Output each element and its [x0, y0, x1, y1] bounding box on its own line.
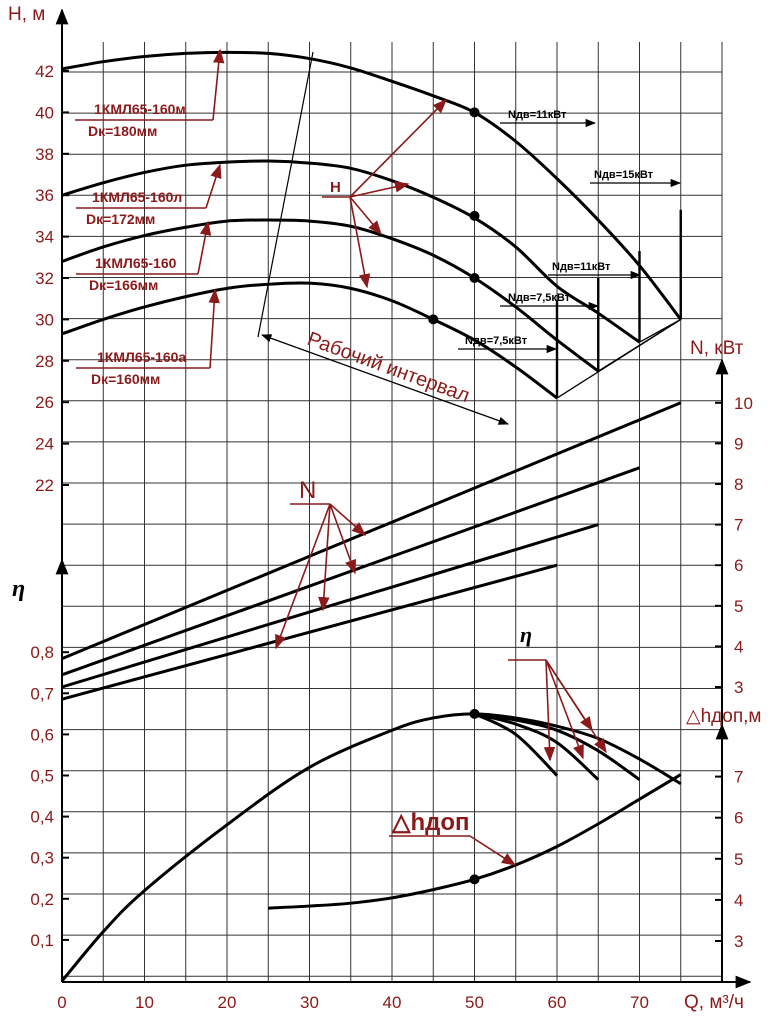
npsh-axis-ticks: [715, 768, 743, 951]
operating-point-3: [428, 314, 438, 324]
eta-tick-label: 0,6: [30, 725, 54, 745]
npsh-tick-label: 5: [734, 849, 744, 869]
power-tick-label: 8: [734, 475, 744, 494]
eta-tick-label: 0,2: [30, 889, 54, 909]
npsh-marker: [389, 809, 515, 865]
q-axis-ticks: [57, 993, 649, 1012]
head-tick-label: 28: [35, 351, 54, 371]
power-tick-label: 6: [734, 556, 744, 576]
head-series-name-1: 1КМЛ65-160л: [92, 189, 183, 205]
head-tick-label: 32: [35, 269, 54, 288]
operating-point-2: [470, 273, 480, 283]
head-series-diameter-0: Dк=180мм: [88, 123, 158, 139]
head-axis-label: H, м: [8, 4, 46, 25]
head-tick-label: 22: [35, 476, 54, 495]
power-axis-label: N, кВт: [690, 338, 744, 359]
head-tick-label: 38: [35, 144, 54, 164]
power-marker: [276, 477, 365, 648]
working-interval-left-line: [258, 52, 313, 337]
q-tick-label: 0: [57, 993, 67, 1012]
power-tick-label: 4: [734, 637, 744, 657]
head-series-arrow-1: [206, 165, 220, 208]
head-tick-label: 34: [35, 227, 54, 247]
interval-right-edge-3: [640, 319, 681, 342]
power-marker-label: N: [299, 477, 317, 504]
power-tick-label: 7: [734, 515, 744, 535]
npsh-marker-label: △hдоп: [392, 809, 470, 836]
head-series-arrow-0: [213, 50, 220, 120]
npsh-axis-label: △hдоп,м: [686, 706, 762, 727]
power-tick-label: 3: [734, 678, 744, 697]
motor-label-4: Nдв=7,5кВт: [465, 335, 528, 347]
power-curves: [62, 403, 681, 699]
q-tick-label: 60: [547, 993, 567, 1012]
efficiency-axis-ticks: [30, 643, 69, 950]
motor-label-0: Nдв=11кВт: [508, 109, 567, 121]
efficiency-curves: [62, 714, 681, 981]
npsh-tick-label: 7: [734, 767, 744, 787]
head-series-diameter-2: Dк=166мм: [89, 277, 159, 293]
head-tick-label: 36: [35, 186, 54, 206]
head-tick-label: 30: [35, 310, 54, 330]
q-axis-label: Q, м³/ч: [684, 992, 744, 1013]
operating-point-0: [470, 107, 480, 117]
npsh-tick-label: 3: [734, 932, 744, 951]
operating-point-4: [470, 709, 480, 719]
head-tick-label: 40: [35, 103, 54, 123]
efficiency-axis-label: η: [12, 576, 26, 602]
head-series-name-0: 1КМЛ65-160м: [94, 101, 186, 117]
q-tick-label: 30: [300, 993, 319, 1012]
power-tick-label: 9: [734, 434, 744, 454]
eta-tick-label: 0,4: [30, 807, 54, 827]
head-tick-label: 24: [35, 434, 54, 454]
motor-label-3: Nдв=7,5кВт: [508, 292, 571, 304]
npsh-tick-label: 6: [734, 808, 744, 828]
eta-tick-label: 0,3: [30, 848, 54, 868]
npsh-tick-label: 4: [734, 890, 744, 910]
head-series-name-3: 1КМЛ65-160а: [97, 349, 187, 365]
head-axis-ticks: [35, 62, 69, 495]
q-tick-label: 10: [135, 993, 154, 1012]
eta-tick-label: 0,8: [30, 643, 54, 663]
eta-tick-label: 0,1: [30, 930, 54, 950]
power-curve-0: [62, 403, 681, 659]
head-series-name-2: 1КМЛ65-160: [95, 255, 177, 271]
motor-label-2: Nдв=11кВт: [552, 261, 611, 273]
q-tick-label: 20: [217, 993, 237, 1012]
working-interval: [258, 52, 508, 424]
efficiency-curve-0: [62, 714, 681, 981]
power-axis-ticks: [715, 394, 753, 697]
head-series-diameter-1: Dк=172мм: [86, 211, 156, 227]
working-interval-label: Рабочий интервал: [304, 328, 473, 408]
operating-point-1: [470, 211, 480, 221]
q-tick-label: 50: [465, 993, 484, 1012]
head-series-arrow-2: [198, 222, 208, 274]
power-tick-label: 10: [734, 393, 753, 413]
power-tick-label: 5: [734, 596, 744, 616]
efficiency-marker-label: η: [520, 622, 533, 647]
eta-tick-label: 0,7: [30, 684, 54, 704]
operating-point-5: [470, 874, 480, 884]
motor-limit-lines: [557, 210, 681, 398]
eta-tick-label: 0,5: [30, 766, 54, 786]
q-tick-label: 40: [382, 993, 402, 1012]
head-tick-label: 26: [35, 393, 54, 413]
head-tick-label: 42: [35, 62, 54, 81]
motor-label-1: Nдв=15кВт: [594, 169, 654, 181]
head-series-diameter-3: Dк=160мм: [91, 371, 161, 387]
head-marker-label: H: [330, 179, 341, 196]
q-tick-label: 70: [630, 993, 649, 1012]
series-labels: [75, 50, 220, 387]
head-series-arrow-3: [210, 290, 215, 368]
